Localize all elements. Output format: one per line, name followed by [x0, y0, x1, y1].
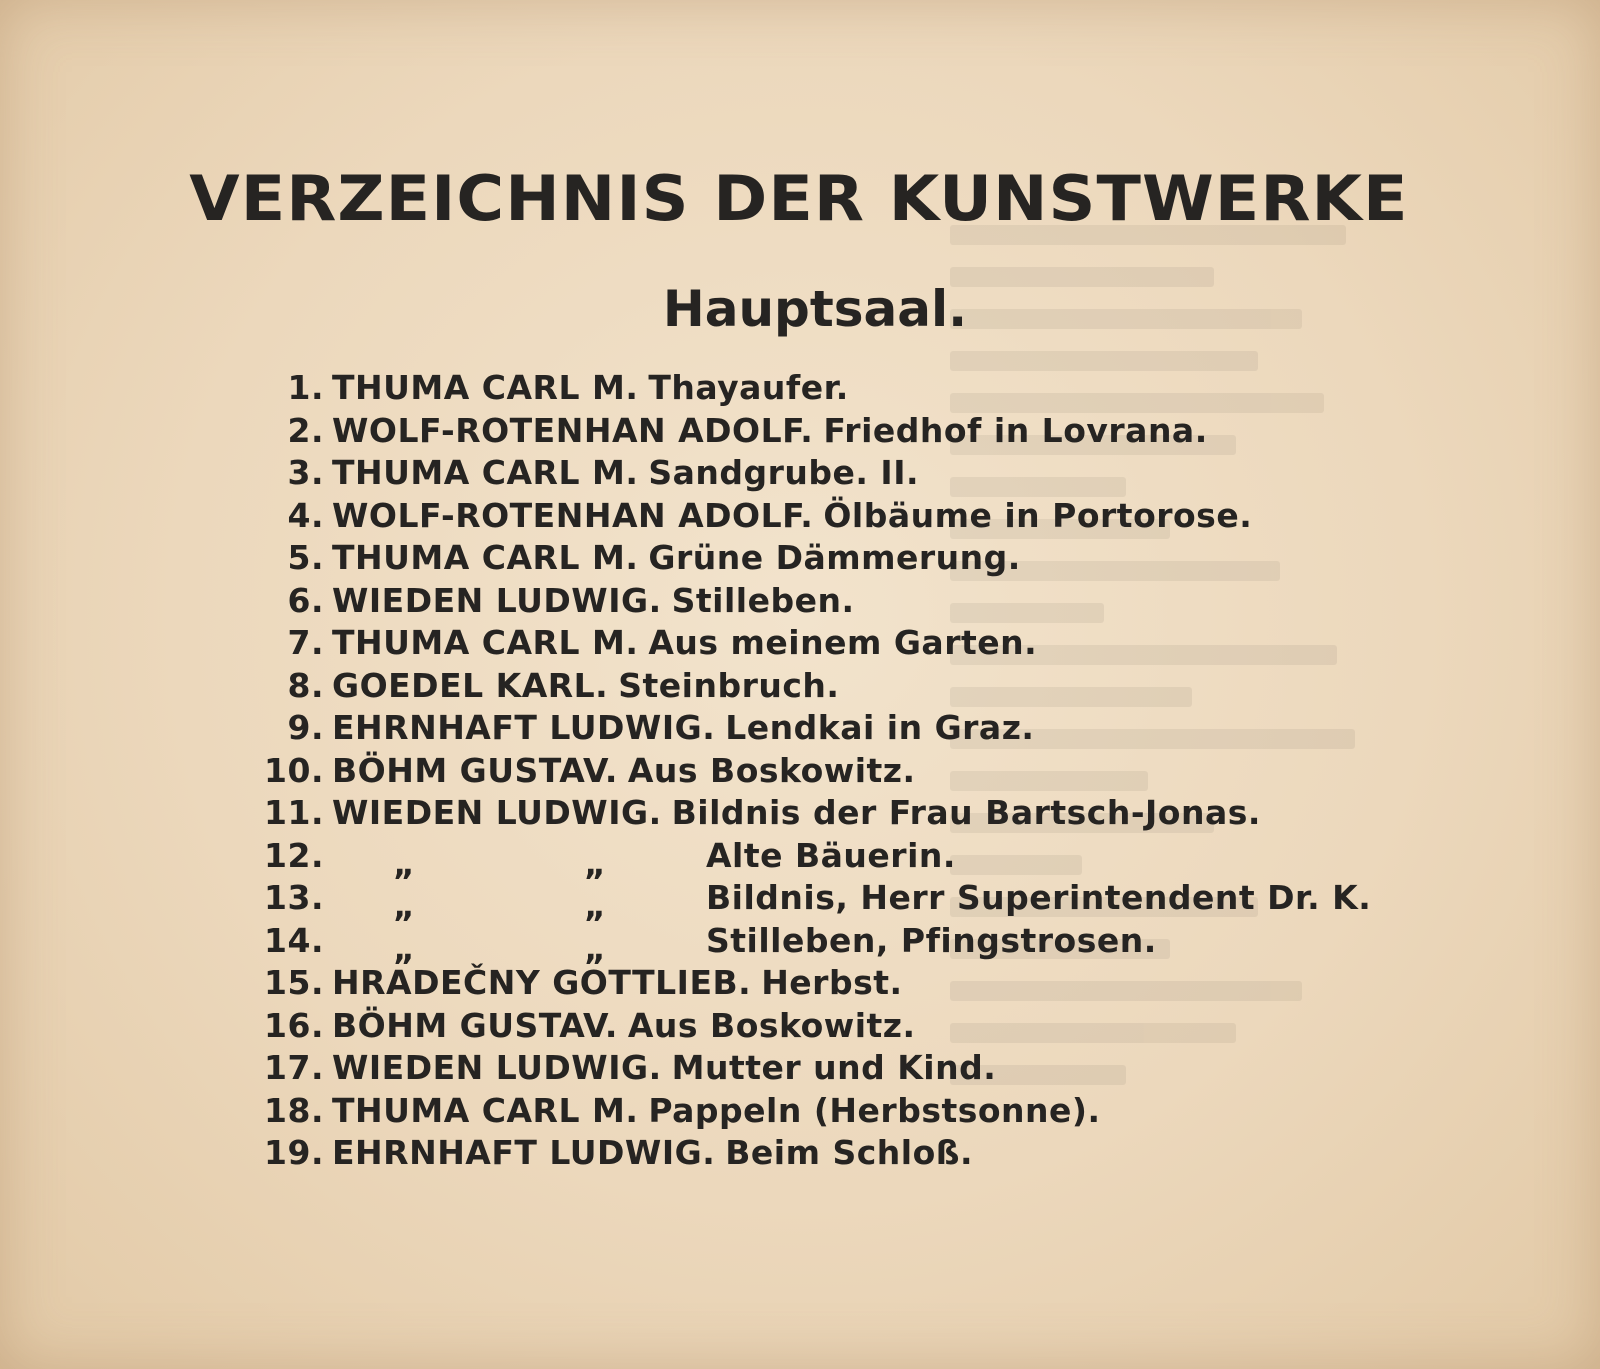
list-item [248, 580, 1408, 623]
entry-number: 15. [264, 963, 324, 1002]
entry-title: Thayaufer. [648, 368, 849, 407]
list-item [248, 835, 1408, 883]
entry-artist: BÖHM GUSTAV. [332, 750, 618, 790]
entry-title: Beim Schloß. [725, 1133, 974, 1172]
page-title: VERZEICHNIS DER KUNSTWERKE [189, 162, 1409, 235]
list-item [248, 750, 1408, 793]
list-item [248, 1047, 1408, 1090]
entry-number: 14. [264, 920, 324, 960]
list-item [248, 367, 1408, 410]
list-item [248, 920, 1408, 968]
ditto-mark: „ [584, 886, 607, 925]
entry-number: 17. [264, 1048, 324, 1087]
list-item [248, 495, 1408, 538]
entry-title: Friedhof in Lovrana. [823, 410, 1208, 450]
entry-number: 3. [287, 453, 324, 492]
entry-number: 16. [264, 1005, 324, 1045]
entry-artist: THUMA CARL M. [332, 1090, 639, 1130]
entry-title: Steinbruch. [618, 665, 840, 705]
entry-title: Grüne Dämmerung. [648, 538, 1021, 577]
list-item [248, 877, 1408, 925]
entry-artist: WIEDEN LUDWIG. [332, 1048, 662, 1087]
entry-number: 1. [287, 368, 324, 407]
entry-title: Lendkai in Graz. [725, 708, 1035, 747]
entry-number: 11. [264, 793, 324, 832]
entry-title: Pappeln (Herbstsonne). [648, 1090, 1101, 1130]
entry-artist: WOLF-ROTENHAN ADOLF. [332, 410, 814, 450]
ditto-mark: „ [393, 886, 416, 925]
entry-number: 4. [287, 495, 324, 535]
entry-artist: THUMA CARL M. [332, 453, 639, 492]
list-item [248, 665, 1408, 708]
entry-number: 13. [264, 878, 324, 917]
list-item [248, 962, 1408, 1005]
entry-number: 5. [287, 538, 324, 577]
entry-artist: HRADEČNY GOTTLIEB. [332, 963, 752, 1002]
ditto-mark: „ [393, 843, 416, 883]
entry-artist: WIEDEN LUDWIG. [332, 580, 662, 620]
entry-number: 12. [264, 835, 324, 875]
entry-number: 8. [287, 665, 324, 705]
entry-artist: WIEDEN LUDWIG. [332, 793, 662, 832]
entry-number: 6. [287, 580, 324, 620]
entry-title: Stilleben. [671, 580, 855, 620]
entry-title: Aus Boskowitz. [627, 1005, 916, 1045]
entry-title: Ölbäume in Portorose. [823, 495, 1253, 535]
entry-number: 9. [287, 708, 324, 747]
artwork-list [248, 367, 1408, 1175]
list-item [248, 537, 1408, 580]
entry-title: Alte Bäuerin. [706, 835, 956, 875]
entry-title: Bildnis, Herr Superintendent Dr. K. [706, 878, 1372, 917]
list-item [248, 1005, 1408, 1048]
entry-title: Sandgrube. II. [648, 453, 920, 492]
entry-title: Mutter und Kind. [671, 1048, 997, 1087]
entry-title: Aus meinem Garten. [648, 623, 1038, 662]
entry-title: Stilleben, Pfingstrosen. [706, 920, 1157, 960]
ditto-mark: „ [584, 843, 607, 883]
entry-number: 18. [264, 1090, 324, 1130]
entry-artist: THUMA CARL M. [332, 623, 639, 662]
entry-number: 7. [287, 623, 324, 662]
list-item [248, 707, 1408, 750]
list-item [248, 452, 1408, 495]
entry-number: 10. [264, 750, 324, 790]
list-item [248, 1090, 1408, 1133]
list-item [248, 792, 1408, 835]
entry-title: Aus Boskowitz. [627, 750, 916, 790]
entry-artist: THUMA CARL M. [332, 538, 639, 577]
entry-number: 2. [287, 410, 324, 450]
section-subtitle: Hauptsaal. [662, 280, 968, 338]
entry-artist: WOLF-ROTENHAN ADOLF. [332, 495, 814, 535]
entry-artist: GOEDEL KARL. [332, 665, 609, 705]
list-item [248, 1132, 1408, 1175]
list-item [248, 622, 1408, 665]
list-item [248, 410, 1408, 453]
ditto-mark: „ [584, 928, 607, 968]
entry-artist: BÖHM GUSTAV. [332, 1005, 618, 1045]
entry-number: 19. [264, 1133, 324, 1172]
entry-artist: EHRNHAFT LUDWIG. [332, 1133, 716, 1172]
entry-title: Herbst. [761, 963, 903, 1002]
entry-artist: THUMA CARL M. [332, 368, 639, 407]
ditto-mark: „ [393, 928, 416, 968]
entry-title: Bildnis der Frau Bartsch-Jonas. [671, 793, 1261, 832]
entry-artist: EHRNHAFT LUDWIG. [332, 708, 716, 747]
